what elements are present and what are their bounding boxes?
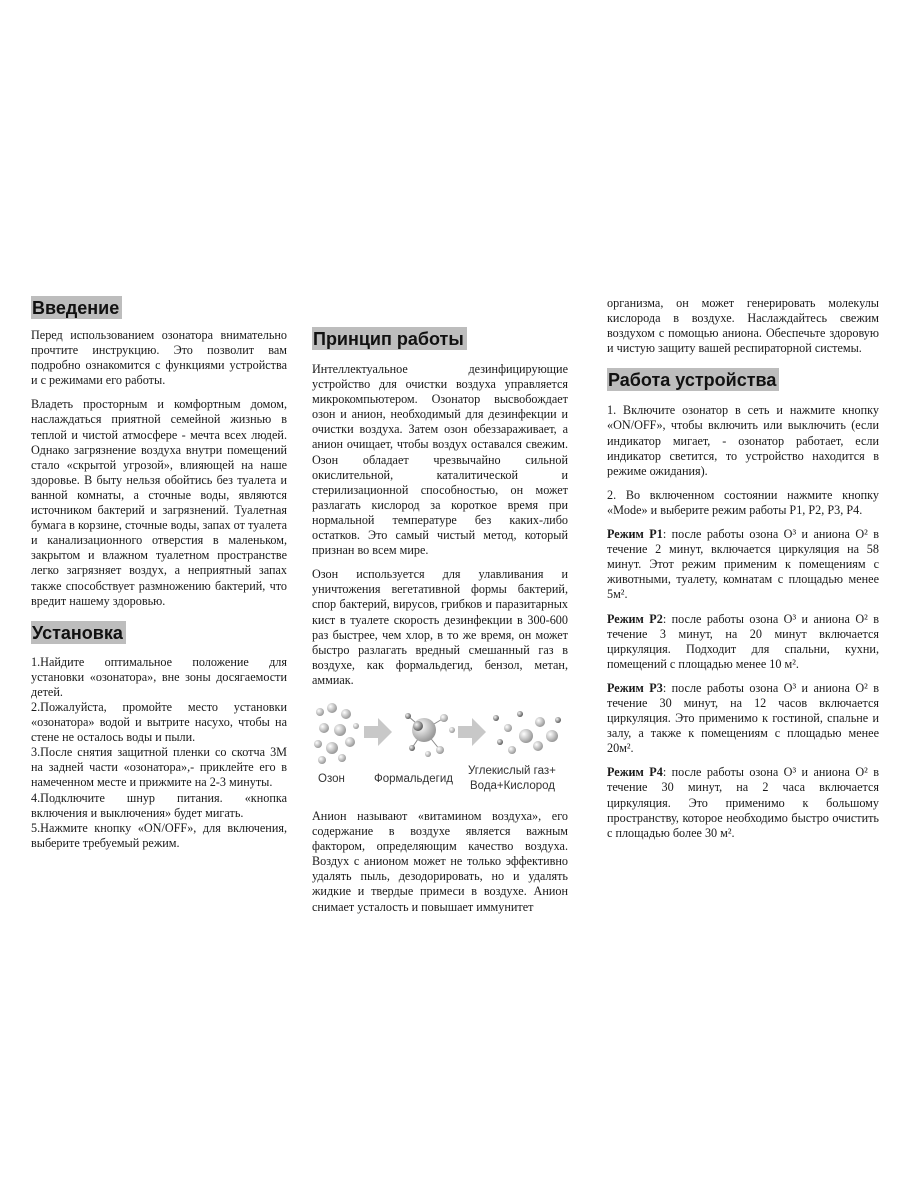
install-heading: Установка: [31, 621, 126, 644]
principle-paragraph-3: Анион называют «витамином воздуха», его содержание в воздухе является важным фактором, определяющим качество воздуха. Воздух с анионом может не только эффективно удалять пыль, дезодорировать, но и удалять жидкие и твердые примеси в воздухе. Анион снимает усталость и повышает иммунитет: [312, 808, 568, 914]
install-step-1: 1.Найдите оптимальное положение для установки «озонатора», вне зоны досягаемости детей.: [31, 654, 287, 699]
column-left: [31, 296, 287, 851]
operation-step-1: 1. Включите озонатор в сеть и нажмите кнопку «ON/OFF», чтобы включить или выключить (если индикатор мигает, - озонатор работает, если индикатор светится, то устройство находится в режиме ожидания).: [607, 403, 879, 478]
install-steps: [31, 655, 287, 851]
mode-p4-label: Режим P4: [607, 765, 663, 780]
mode-p4-text: : после работы озона O³ и аниона O² в течение 30 минут, на 2 часа включается циркуляция. Это применимо к большому пространству, которое необходимо быстро очистить с площадью более 30 м².: [607, 765, 879, 840]
diagram-label-result-1: Углекислый газ+: [468, 764, 556, 777]
intro-heading: Введение: [31, 296, 122, 319]
operation-step-2: 2. Во включенном состоянии нажмите кнопку «Mode» и выберите режим работы P1, P2, P3, P4.: [607, 487, 879, 517]
diagram-label-formaldehyde: Формальдегид: [374, 772, 453, 785]
principle-paragraph-1: Интеллектуальное дезинфицирующие устройство для очистки воздуха управляется микрокомпьютером. Озонатор высвобождает озон и анион, необходимый для дезинфекции и очистки воздуха. Затем озон обеззараживает, а анион очищает, чтобы воздух оставался свежим. Озон обладает чрезвычайно сильной окислительной, каталитической и стерилизационной способностью, он может разлагать кислород за короткое время при нормальной температуре без каких-либо остатков. Это самый чистый метод, который признан во всем мире.: [312, 362, 568, 558]
install-step-3: 3.После снятия защитной пленки со скотча 3M на задней части «озонатора»,- приклейте его в намеченном месте и прижмите на 2-3 минуты.: [31, 745, 287, 790]
install-step-5: 5.Нажмите кнопку «ON/OFF», для включения, выберите требуемый режим.: [31, 820, 287, 850]
ozone-molecules: [314, 703, 359, 764]
mode-p2-label: Режим P2: [607, 611, 663, 626]
column-right: [607, 296, 879, 841]
arrow-1: [364, 718, 392, 746]
install-step-4: 4.Подключите шнур питания. «кнопка включения и выключения» будет мигать.: [31, 790, 287, 820]
mode-p3: [607, 681, 879, 756]
diagram-label-result-2: Вода+Кислород: [470, 779, 555, 792]
result-molecules: [493, 711, 561, 754]
diagram-label-ozone: Озон: [318, 772, 345, 785]
mode-p1-label: Режим P1: [607, 527, 663, 542]
mode-p2-text: : после работы озона O³ и аниона O² в течение 3 минут, на 20 минут включается циркуляция. Подходит для спальни, кухни, помещений с площадью менее 10 м².: [607, 611, 879, 671]
operation-heading: Работа устройства: [607, 368, 779, 391]
mode-p2: [607, 612, 879, 672]
formaldehyde-molecule: [405, 713, 455, 757]
mode-p1: [607, 527, 879, 602]
principle-paragraph-2: Озон используется для улавливания и уничтожения вегетативной формы бактерий, спор бактерий, вирусов, грибков и паразитарных кист в туалете скорость дезинфекции в 300-600 раз быстрее, чем хлор, в то же время, он может быстро разлагать вредный смешанный газ в воздухе, как формальдегид, бензол, метан, аммиак.: [312, 567, 568, 687]
column-middle: [312, 327, 568, 915]
anion-continuation: организма, он может генерировать молекулы кислорода в воздухе. Наслаждайтесь свежим воздухом с помощью аниона. Обеспечьте здоровую и чистую защиту вашей респираторной системы.: [607, 296, 879, 356]
intro-paragraph-1: Перед использованием озонатора внимательно прочтите инструкцию. Это позволит вам подробно ознакомится с функциями устройства и с режимами его работы.: [31, 328, 287, 388]
mode-p3-text: : после работы озона O³ и аниона O² в течение 30 минут, на 12 часов включается циркуляция. Это применимо к гостиной, спальне и залу, а также к помещениям с площадью менее 20м².: [607, 680, 879, 756]
install-step-2: 2.Пожалуйста, промойте место установки «озонатора» водой и вытрите насухо, чтобы на стене не осталось воды и пыли.: [31, 699, 287, 745]
mode-p4: [607, 765, 879, 840]
intro-paragraph-2: Владеть просторным и комфортным домом, наслаждаться приятной семейной жизнью в теплой и чистой атмосфере - мечта всех людей. Однако загрязнение воздуха внутри помещений стало «скрытой угрозой», влияющей на наше здоровье. В быту нельзя обойтись без туалета и ванной комнаты, а сточные воды, являются источником бактерий и загрязнений. Туалетная бумага в корзине, сточные воды, запах от туалета и канализационного отверстия в маленьком, закрытом и влажном туалетном пространстве легко загрязняет воздух, а неприятный запах также способствует размножению бактерий, что вредит нашему здоровью.: [31, 397, 287, 608]
ozone-reaction-diagram: [312, 700, 568, 800]
arrow-2: [458, 718, 486, 746]
principle-heading: Принцип работы: [312, 327, 467, 350]
mode-p3-label: Режим P3: [607, 680, 663, 695]
mode-p1-text: : после работы озона O³ и аниона O² в течение 2 минут, включается циркуляция на 58 минут. Этот режим применим к помещениям с животными, туалету, комнатам с площадью менее 5м².: [607, 527, 879, 602]
